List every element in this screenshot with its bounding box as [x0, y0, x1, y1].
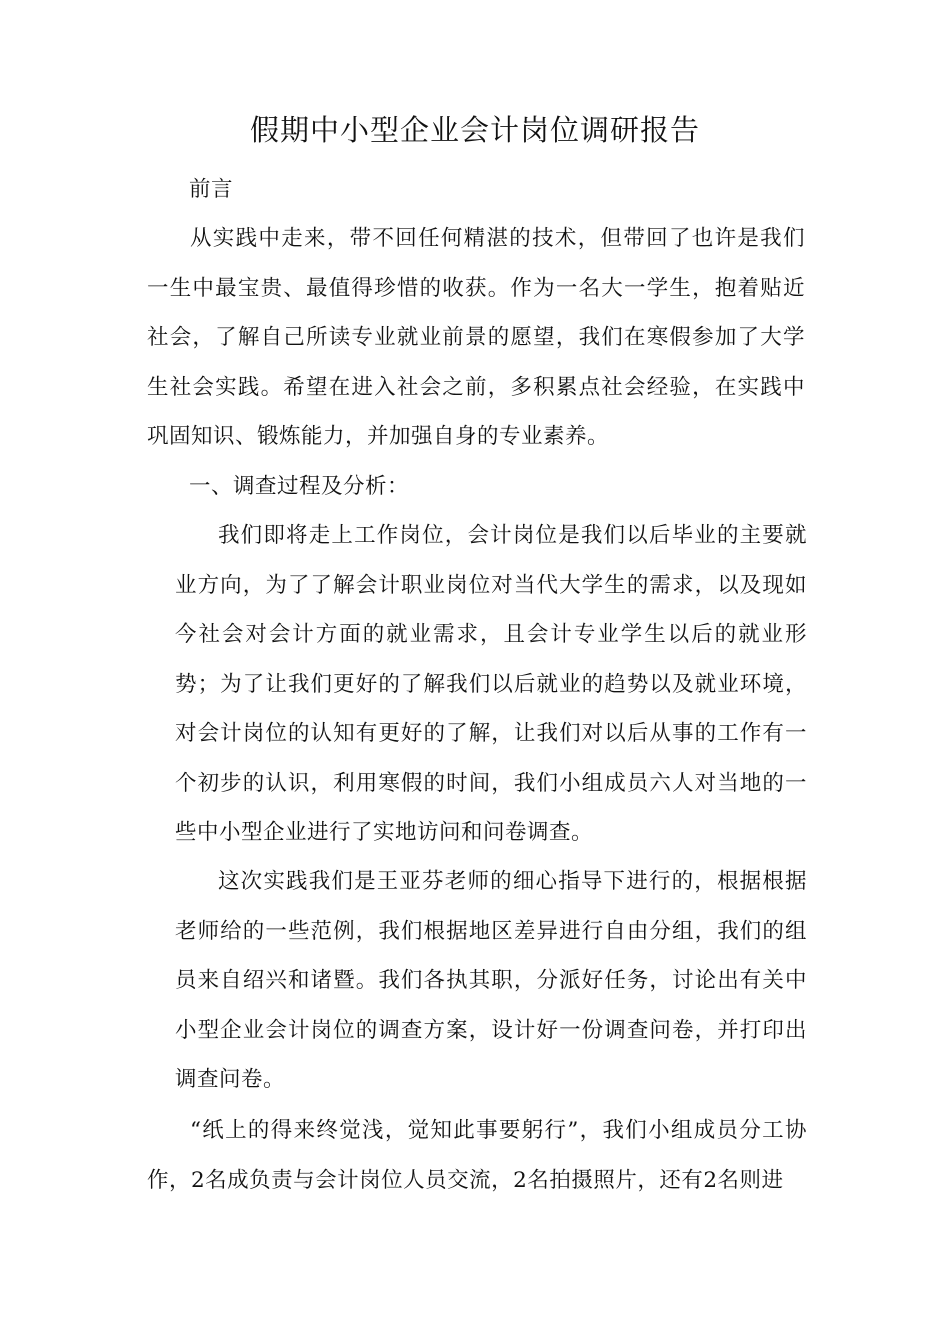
section-heading: 一、调查过程及分析：	[189, 474, 410, 499]
body-paragraph: 这次实践我们是王亚芬老师的细心指导下进行的，根据根据老师给的一些范例，我们根据地区差异进行自由分组，我们的组员来自绍兴和诸暨。我们各执其职，分派好任务，讨论出有关中小型企业会计岗位的调查方案，设计好一份调查问卷，并打印出调查问卷。	[175, 869, 807, 1092]
body-paragraph: “纸上的得来终觉浅，觉知此事要躬行”，我们小组成员分工协作，2名成负责与会计岗位人员交流，2名拍摄照片，还有2名则进	[147, 1118, 807, 1193]
body-paragraph: 我们即将走上工作岗位，会计岗位是我们以后毕业的主要就业方向，为了了解会计职业岗位对当代大学生的需求，以及现如今社会对会计方面的就业需求，且会计专业学生以后的就业形势；为了让我们更好的了解我们以后就业的趋势以及就业环境，对会计岗位的认知有更好的了解，让我们对以后从事的工作有一个初步的认识，利用寒假的时间，我们小组成员六人对当地的一些中小型企业进行了实地访问和问卷调查。	[175, 523, 807, 845]
intro-paragraph: 从实践中走来，带不回任何精湛的技术，但带回了也许是我们一生中最宝贵、最值得珍惜的收获。作为一名大一学生，抱着贴近社会，了解自己所读专业就业前景的愿望，我们在寒假参加了大学生社会实践。希望在进入社会之前，多积累点社会经验，在实践中巩固知识、锻炼能力，并加强自身的专业素养。	[147, 226, 805, 449]
preface-heading: 前言	[189, 177, 234, 202]
document-title: 假期中小型企业会计岗位调研报告	[249, 113, 700, 147]
